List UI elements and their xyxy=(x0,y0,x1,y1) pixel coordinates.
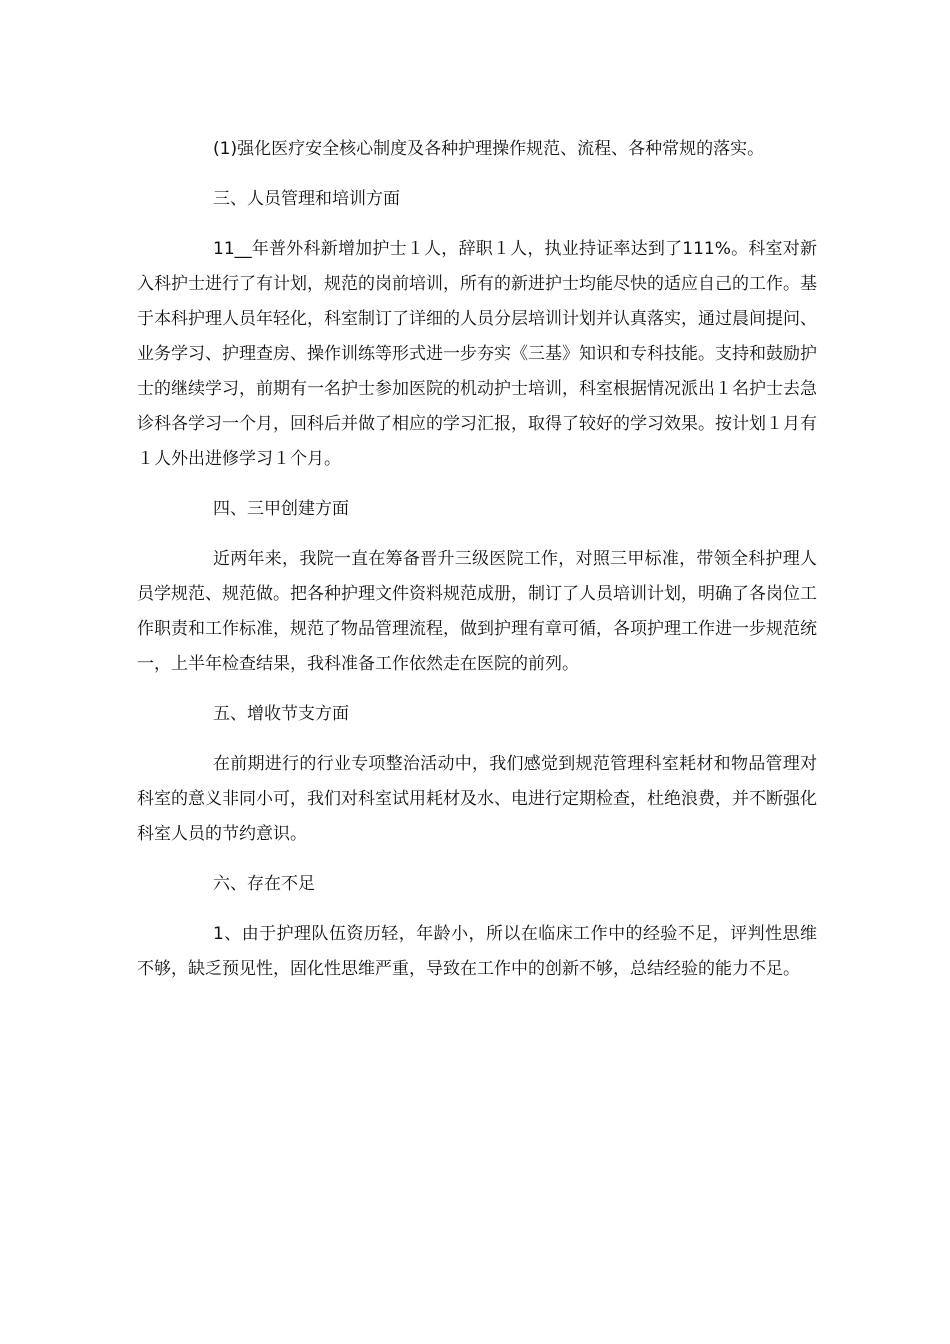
paragraph-cost-saving: 在前期进行的行业专项整治活动中，我们感觉到规范管理科室耗材和物品管理对科室的意义非同小可，我们对科室试用耗材及水、电进行定期检查，杜绝浪费，并不断强化科室人员的节约意识。 xyxy=(137,754,817,844)
section-heading-cost-saving: 五、增收节支方面 xyxy=(213,704,349,724)
section-heading-shortcomings: 六、存在不足 xyxy=(213,874,315,894)
paragraph-grade-a-creation: 近两年来，我院一直在筹备晋升三级医院工作，对照三甲标准，带领全科护理人员学规范、规范做。把各种护理文件资料规范成册，制订了人员培训计划，明确了各岗位工作职责和工作标准，规范了物品管理流程，做到护理有章可循，各项护理工作进一步规范统一，上半年检查结果，我科准备工作依然走在医院的前列。 xyxy=(137,549,817,674)
document-body xyxy=(137,132,817,1002)
paragraph-staff-training: 11__年普外科新增加护士１人，辞职１人，执业持证率达到了111%。科室对新入科护士进行了有计划，规范的岗前培训，所有的新进护士均能尽快的适应自己的工作。基于本科护理人员年轻化，科室制订了详细的人员分层培训计划并认真落实，通过晨间提问、业务学习、护理查房、操作训练等形式进一步夯实《三基》知识和专科技能。支持和鼓励护士的继续学习，前期有一名护士参加医院的机动护士培训，科室根据情况派出１名护士去急诊科各学习一个月，回科后并做了相应的学习汇报，取得了较好的学习效果。按计划１月有１人外出进修学习１个月。 xyxy=(137,239,817,469)
section-heading-staff-training: 三、人员管理和培训方面 xyxy=(213,189,400,209)
paragraph-safety-system: (1)强化医疗安全核心制度及各种护理操作规范、流程、各种常规的落实。 xyxy=(213,139,765,159)
section-heading-grade-a-creation: 四、三甲创建方面 xyxy=(213,499,349,519)
paragraph-shortcomings: 1、由于护理队伍资历轻，年龄小，所以在临床工作中的经验不足，评判性思维不够，缺乏预见性，固化性思维严重，导致在工作中的创新不够，总结经验的能力不足。 xyxy=(137,924,817,979)
